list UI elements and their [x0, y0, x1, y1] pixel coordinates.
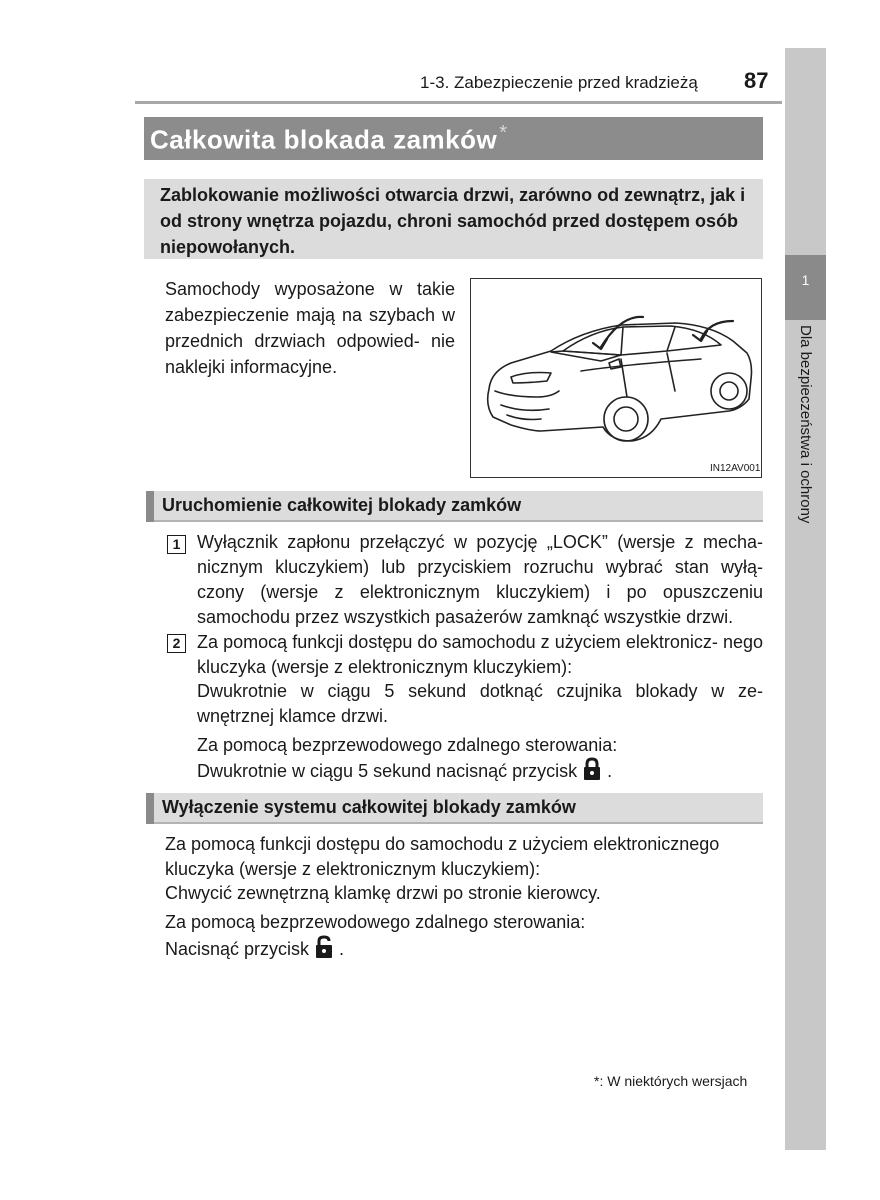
step-2-remote-heading: Za pomocą bezprzewodowego zdalnego sterowania: — [197, 735, 618, 755]
lock-open-icon — [315, 935, 333, 959]
intro-text: Zablokowanie możliwości otwarcia drzwi, zarówno od zewnątrz, jak i od strony wnętrza pojazdu, chroni samochód przed dostępem osób niepowołanych. — [160, 185, 746, 257]
deactivate-remote-text: Nacisnąć przycisk — [165, 939, 310, 959]
step-2-remote-line — [197, 757, 763, 784]
header-divider — [135, 101, 782, 104]
section-marker-deactivate — [146, 793, 154, 824]
deactivate-remote-line — [165, 935, 765, 962]
footnote-marker: * — [594, 1073, 600, 1089]
sticker-paragraph: Samochody wyposażone w takie zabezpieczenie mają na szybach w przednich drzwiach odpowied- nie naklejki informacyjne. — [165, 279, 455, 377]
page-number: 87 — [744, 68, 769, 93]
step-2-detail: Dwukrotnie w ciągu 5 sekund dotknąć czujnika blokady w ze- wnętrznej klamce drzwi. — [197, 681, 763, 726]
step-number-1: 1 — [167, 535, 186, 554]
lock-closed-icon — [583, 757, 601, 781]
page-title-text: Całkowita blokada zamków — [150, 124, 498, 155]
car-illustration — [470, 278, 762, 478]
chapter-number: 1 — [801, 272, 810, 288]
section-marker-activate — [146, 491, 154, 522]
page-title — [150, 122, 508, 156]
footnote — [594, 1073, 747, 1089]
deactivate-remote-heading: Za pomocą bezprzewodowego zdalnego sterowania: — [165, 912, 586, 932]
chapter-label: Dla bezpieczeństwa i ochrony — [797, 325, 814, 524]
step-2-remote-text: Dwukrotnie w ciągu 5 sekund nacisnąć przycisk — [197, 761, 578, 781]
running-header: 1-3. Zabezpieczenie przed kradzieżą — [420, 73, 698, 92]
section-heading-activate: Uruchomienie całkowitej blokady zamków — [162, 495, 522, 515]
illustration-code: IN12AV001 — [710, 463, 761, 474]
footnote-text: : W niektórych wersjach — [599, 1073, 748, 1089]
section-heading-deactivate: Wyłączenie systemu całkowitej blokady zamków — [162, 797, 576, 817]
deactivate-remote-end: . — [339, 939, 345, 959]
step-number-2: 2 — [167, 634, 186, 653]
car-drawing — [471, 279, 761, 477]
title-footnote-marker: * — [499, 122, 508, 144]
step-1-text: Wyłącznik zapłonu przełączyć w pozycję „LOCK” (wersje z mecha- nicznym kluczykiem) lub przyciskiem rozruchu wybrać stan wyłą- czony (wersje z elektronicznym kluczykiem) i po opuszczeniu samochodu przez wszystkich pasażerów zamknąć wszystkie drzwi. — [197, 532, 763, 627]
step-2-remote-end: . — [607, 761, 613, 781]
deactivate-line-2: Chwycić zewnętrzną klamkę drzwi po stronie kierowcy. — [165, 883, 601, 903]
chapter-side-tab — [785, 48, 826, 1150]
deactivate-line-1: Za pomocą funkcji dostępu do samochodu z użyciem elektronicznego kluczyka (wersje z elektronicznym kluczykiem): — [165, 834, 720, 879]
step-2-text: Za pomocą funkcji dostępu do samochodu z użyciem elektronicz- nego kluczyka (wersje z elektronicznym kluczykiem): — [197, 632, 763, 677]
